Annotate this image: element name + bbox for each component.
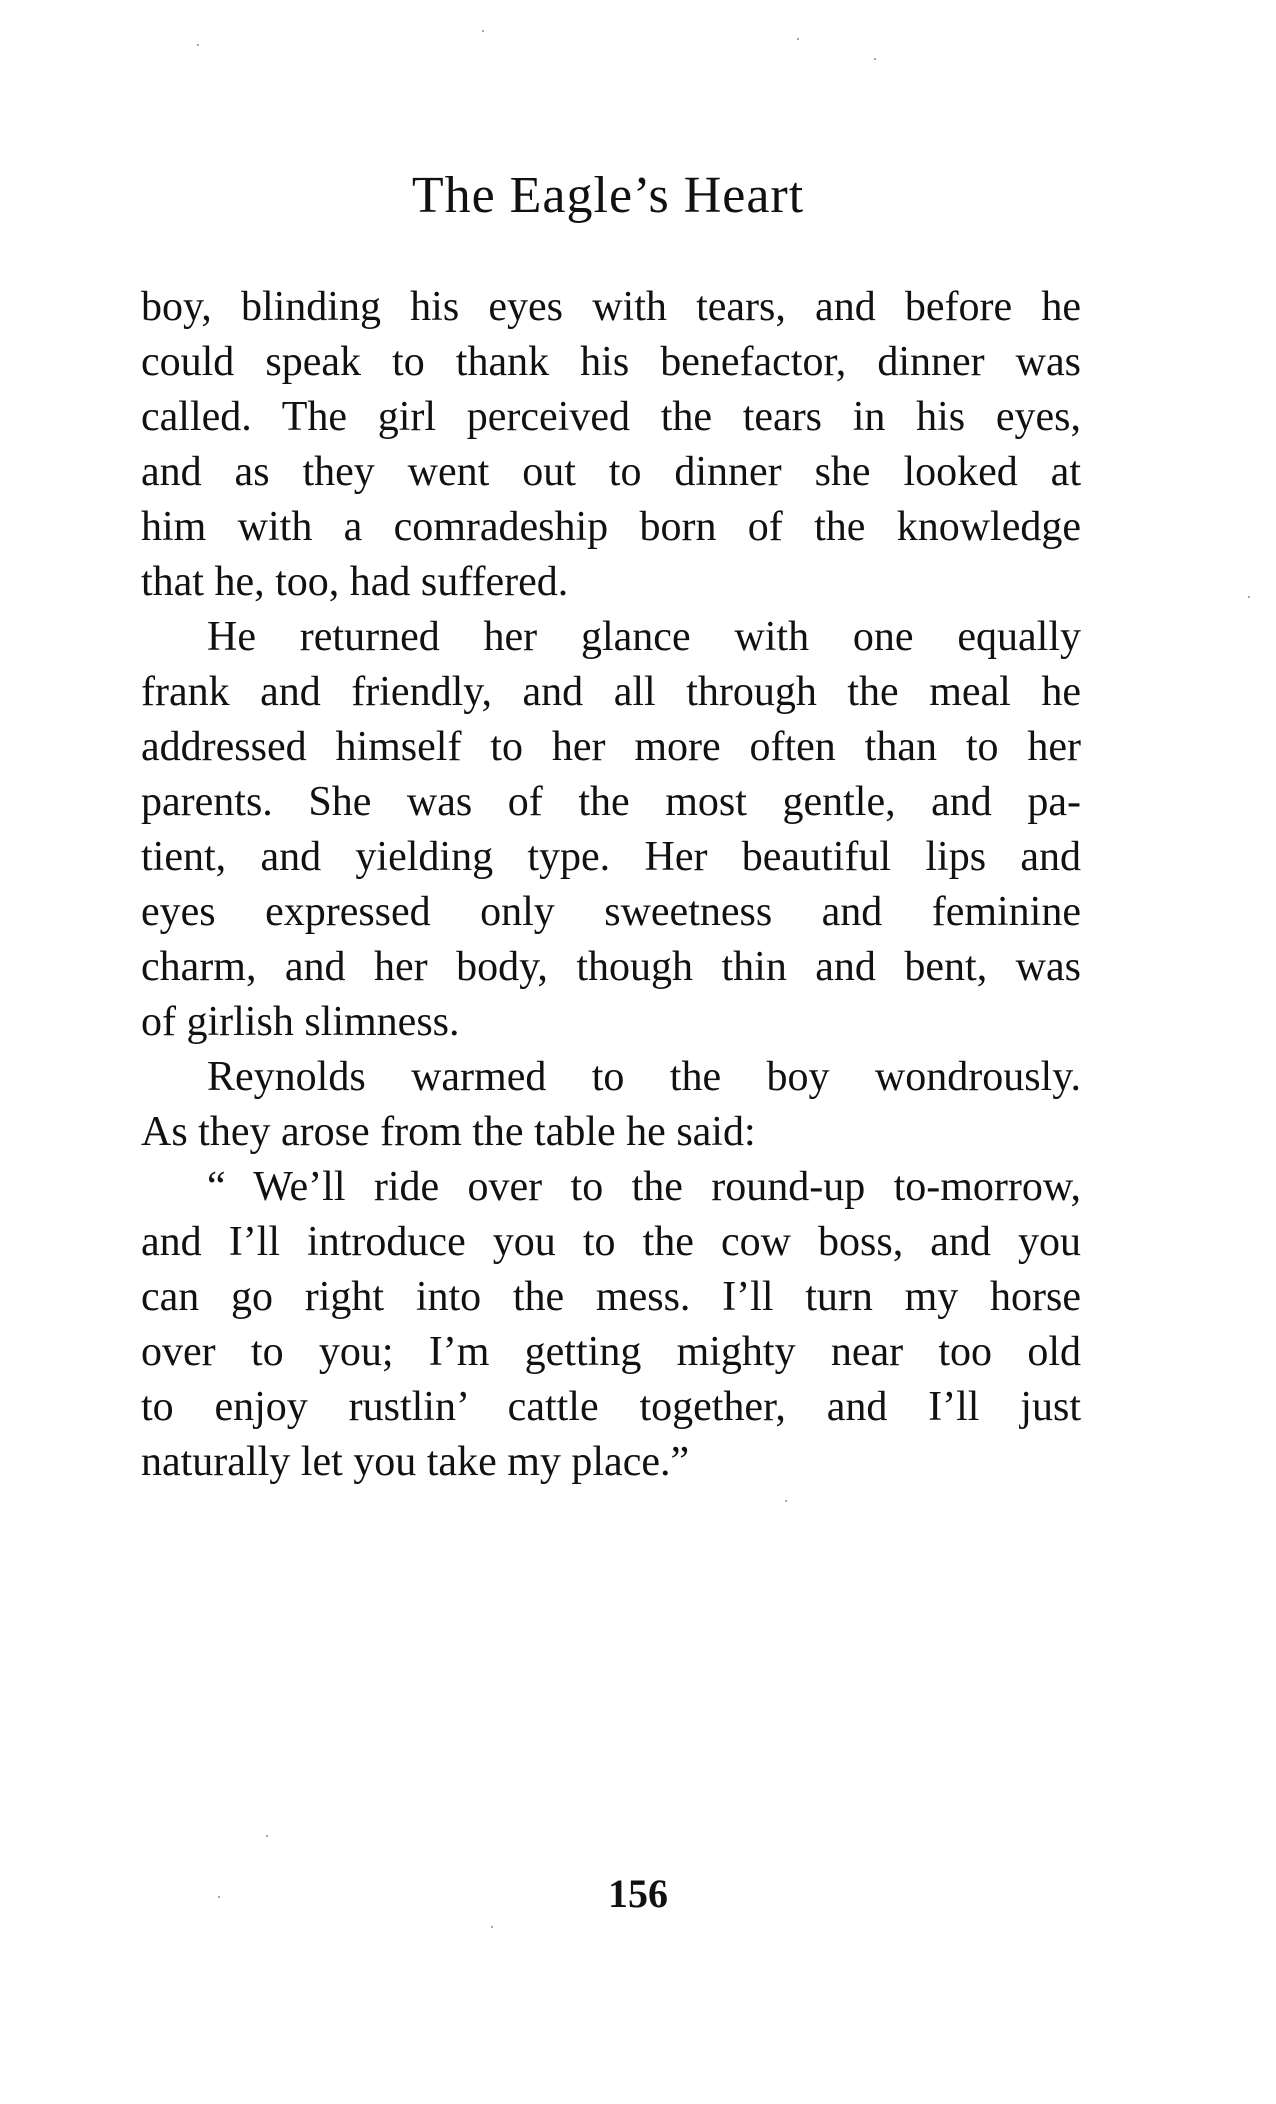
scan-speck	[491, 1926, 493, 1928]
scan-speck	[785, 1500, 787, 1502]
text-line: could speak to thank his benefactor, dinner was	[141, 339, 1081, 385]
text-line: Reynolds warmed to the boy wondrously.	[207, 1054, 1081, 1100]
text-line: As they arose from the table he said:	[141, 1109, 756, 1155]
text-line: to enjoy rustlin’ cattle together, and I’ll just	[141, 1384, 1081, 1430]
text-line: charm, and her body, though thin and bent, was	[141, 944, 1081, 990]
text-line: boy, blinding his eyes with tears, and before he	[141, 284, 1081, 330]
page-number: 156	[608, 1871, 668, 1916]
scan-speck	[482, 30, 484, 32]
paragraph	[141, 280, 1081, 610]
text-line: addressed himself to her more often than to her	[141, 724, 1081, 770]
text-line: frank and friendly, and all through the meal he	[141, 669, 1081, 715]
text-line: of girlish slimness.	[141, 999, 460, 1045]
paragraph	[141, 1160, 1081, 1490]
paragraph	[141, 610, 1081, 1050]
scan-speck	[266, 1835, 268, 1837]
text-line: and as they went out to dinner she looked at	[141, 449, 1081, 495]
text-line: parents. She was of the most gentle, and pa-	[141, 779, 1081, 825]
running-title: The Eagle’s Heart	[411, 167, 805, 224]
text-line: him with a comradeship born of the knowledge	[141, 504, 1081, 550]
text-line: that he, too, had suffered.	[141, 559, 569, 605]
text-line: naturally let you take my place.”	[141, 1439, 690, 1485]
scan-speck	[197, 44, 199, 46]
text-line: and I’ll introduce you to the cow boss, and you	[141, 1219, 1081, 1265]
paragraph	[141, 1050, 1081, 1160]
scan-speck	[1248, 596, 1250, 598]
scan-speck	[797, 38, 799, 40]
text-line: can go right into the mess. I’ll turn my horse	[141, 1274, 1081, 1320]
text-line: called. The girl perceived the tears in his eyes,	[141, 394, 1081, 440]
text-line: “ We’ll ride over to the round-up to-morrow,	[207, 1164, 1081, 1210]
scan-speck	[218, 1896, 220, 1898]
text-line: over to you; I’m getting mighty near too old	[141, 1329, 1081, 1375]
scan-speck	[874, 58, 876, 60]
text-line: tient, and yielding type. Her beautiful lips and	[141, 834, 1081, 880]
text-line: He returned her glance with one equally	[207, 614, 1081, 660]
text-line: eyes expressed only sweetness and feminine	[141, 889, 1081, 935]
body-text	[141, 280, 1081, 1490]
